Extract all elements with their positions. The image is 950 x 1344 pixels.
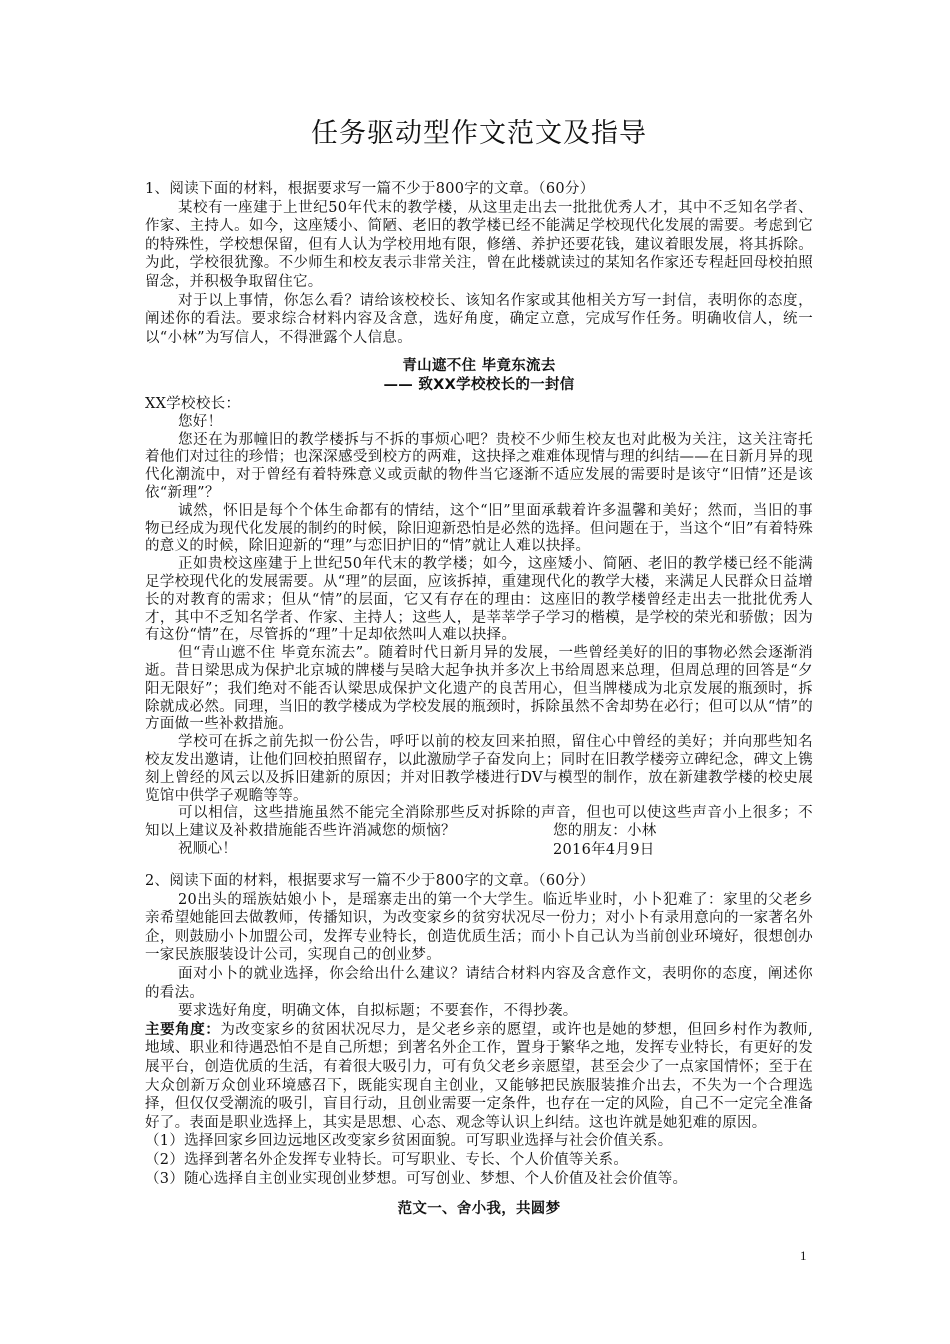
essay-1-letter	[145, 396, 813, 859]
option-1: （1）选择回家乡回边远地区改变家乡贫困面貌。可写职业选择与社会价值关系。	[145, 1133, 673, 1150]
letter-greeting: 您好！	[178, 413, 223, 430]
option-2: （2）选择到著名外企发挥专业特长。可写职业、专长、个人价值等关系。	[145, 1151, 629, 1168]
question-2	[145, 872, 813, 1188]
question-2-prompt: 2、阅读下面的材料，根据要求写一篇不少于800字的文章。（60分）	[145, 873, 595, 889]
document-title: 任务驱动型作文范文及指导	[311, 118, 647, 149]
letter-paragraph: 正如贵校这座建于上世纪50年代末的教学楼；如今，这座矮小、简陋、老旧的教学楼已经不能满足学校现代化的发展需要。从“理”的层面，应该拆掉，重建现代化的教学大楼，来满足人民群众日益增长的对教育的需求；但从“情”的层面，它又有存在的理由：这座旧的教学楼曾经走出去一批批优秀人才，其中不乏知名学者、作家、主持人；这些人，是莘莘学子学习的楷模，是学校的荣光和骄傲；因为有这份“情”在，尽管拆的“理”十足却依然叫人难以抉择。	[145, 556, 813, 644]
essay-2-title: 范文一、舍小我，共圆梦	[397, 1201, 561, 1217]
essay-1-subtitle: —— 致XX学校校长的一封信	[383, 376, 575, 393]
page-number: 1	[800, 1248, 807, 1263]
question-2-requirement: 要求选好角度，明确文体，自拟标题；不要套作，不得抄袭。	[178, 1003, 578, 1020]
angle-label: 主要角度：	[145, 1020, 221, 1038]
letter-paragraph: 学校可在拆之前先拟一份公告，呼吁以前的校友回来拍照，留住心中曾经的美好；并向那些知名校友发出邀请，让他们回校拍照留存，以此激励学子奋发向上；同时在旧教学楼旁立碑纪念，碑文上镌刻上曾经的风云以及拆旧建新的原因；并对旧教学楼进行DV与模型的制作，放在新建教学楼的校史展览馆中供学子观瞻等等。	[145, 734, 813, 804]
letter-signature: 您的朋友：小林	[553, 823, 657, 839]
letter-paragraph: 诚然，怀旧是每个个体生命都有的情结，这个“旧”里面承载着许多温馨和美好；然而，当旧的事物已经成为现代化发展的制约的时候，除旧迎新恐怕是必然的选择。但问题在于，当这个“旧”有着特殊的意义的时候，除旧迎新的“理”与恋旧护旧的“情”就让人难以抉择。	[145, 502, 813, 555]
question-2-angle	[145, 1021, 813, 1133]
letter-salutation: XX学校校长：	[145, 396, 241, 412]
question-1-prompt: 1、阅读下面的材料，根据要求写一篇不少于800字的文章。（60分）	[145, 181, 595, 197]
question-2-material: 20出头的瑶族姑娘小卜，是瑶寨走出的第一个大学生。临近毕业时，小卜犯难了：家里的父老乡亲希望她能回去做教师，传播知识，为改变家乡的贫穷状况尽一份力；对小卜有录用意向的一家著名外企，则鼓励小卜加盟公司，发挥专业特长，创造优质生活；而小卜自己认为当前创业环境好，很想创办一家民族服装设计公司，实现自己的创业梦。	[145, 891, 813, 964]
question-2-task: 面对小卜的就业选择，你会给出什么建议？请结合材料内容及含意作文，表明你的态度，阐述你的看法。	[145, 965, 813, 1001]
letter-paragraph: 您还在为那幢旧的教学楼拆与不拆的事烦心吧？贵校不少师生校友也对此极为关注，这关注寄托着他们对过往的珍惜；也深深感受到校方的两难，这抉择之难难体现情与理的纠结——在日新月异的现代化潮流中，对于曾经有着特殊意义或贡献的物件当它逐渐不适应发展的需要时是该守“旧情”还是该依“新理”？	[145, 431, 813, 501]
question-1	[145, 180, 813, 347]
letter-signoff	[145, 822, 813, 859]
letter-paragraph: 可以相信，这些措施虽然不能完全消除那些反对拆除的声音，但也可以使这些声音小上很多；不知以上建议及补救措施能否些许消减您的烦恼？	[145, 805, 813, 840]
option-3: （3）随心选择自主创业实现创业梦想。可写创业、梦想、个人价值及社会价值等。	[145, 1170, 688, 1187]
essay-2-heading	[145, 1200, 813, 1219]
question-1-material: 某校有一座建于上世纪50年代末的教学楼，从这里走出去一批批优秀人才，其中不乏知名学者、作家、主持人。如今，这座矮小、简陋、老旧的教学楼已经不能满足学校现代化发展的需要。考虑到它的特殊性，学校想保留，但有人认为学校用地有限，修缮、养护还要花钱，建议着眼发展，将其拆除。为此，学校很犹豫。不少师生和校友表示非常关注，曾在此楼就读过的某知名作家还专程赶回母校拍照留念，并积极争取留住它。	[145, 199, 813, 290]
essay-1-heading	[145, 357, 813, 394]
angle-text: 为改变家乡的贫困状况尽力，是父老乡亲的愿望，或许也是她的梦想，但回乡村作为教师,地域、职业和待遇恐怕不是自己所想；到著名外企工作，置身于繁华之地，发挥专业特长，有更好的发展平台，创造优质的生活，有着很大吸引力，可有负父老乡亲愿望，甚至会少了一点家国情怀；至于在大众创新万众创业环境感召下，既能实现自主创业，又能够把民族服装推介出去，不失为一个合理选择，但仅仅受潮流的吸引，盲目行动，且创业需要一定条件，也存在一定的风险，自己不一定完全准备好了。表面是职业选择上，其实是思想、心态、观念等认识上纠结。这也许就是她犯难的原因。	[145, 1021, 814, 1131]
letter-date: 2016年4月9日	[553, 841, 655, 858]
letter-closing: 祝顺心！	[178, 840, 238, 857]
essay-1-title: 青山遮不住 毕竟东流去	[402, 358, 556, 374]
question-1-task: 对于以上事情，你怎么看？请给该校校长、该知名作家或其他相关方写一封信，表明你的态度，阐述你的看法。要求综合材料内容及含意，选好角度，确定立意，完成写作任务。明确收信人，统一以“小林”为写信人，不得泄露个人信息。	[145, 292, 813, 346]
letter-paragraph: 但“青山遮不住 毕竟东流去”。随着时代日新月异的发展，一些曾经美好的旧的事物必然会逐渐消逝。昔日梁思成为保护北京城的牌楼与吴晗大起争执并多次上书给周恩来总理，但周总理的回答是“夕阳无限好”；我们绝对不能否认梁思成保护文化遗产的良苦用心，但当牌楼成为北京发展的瓶颈时，拆除就成必然。同理，当旧的教学楼成为学校发展的瓶颈时，拆除虽然不舍却势在必行；但可以从“情”的方面做一些补救措施。	[145, 645, 813, 733]
